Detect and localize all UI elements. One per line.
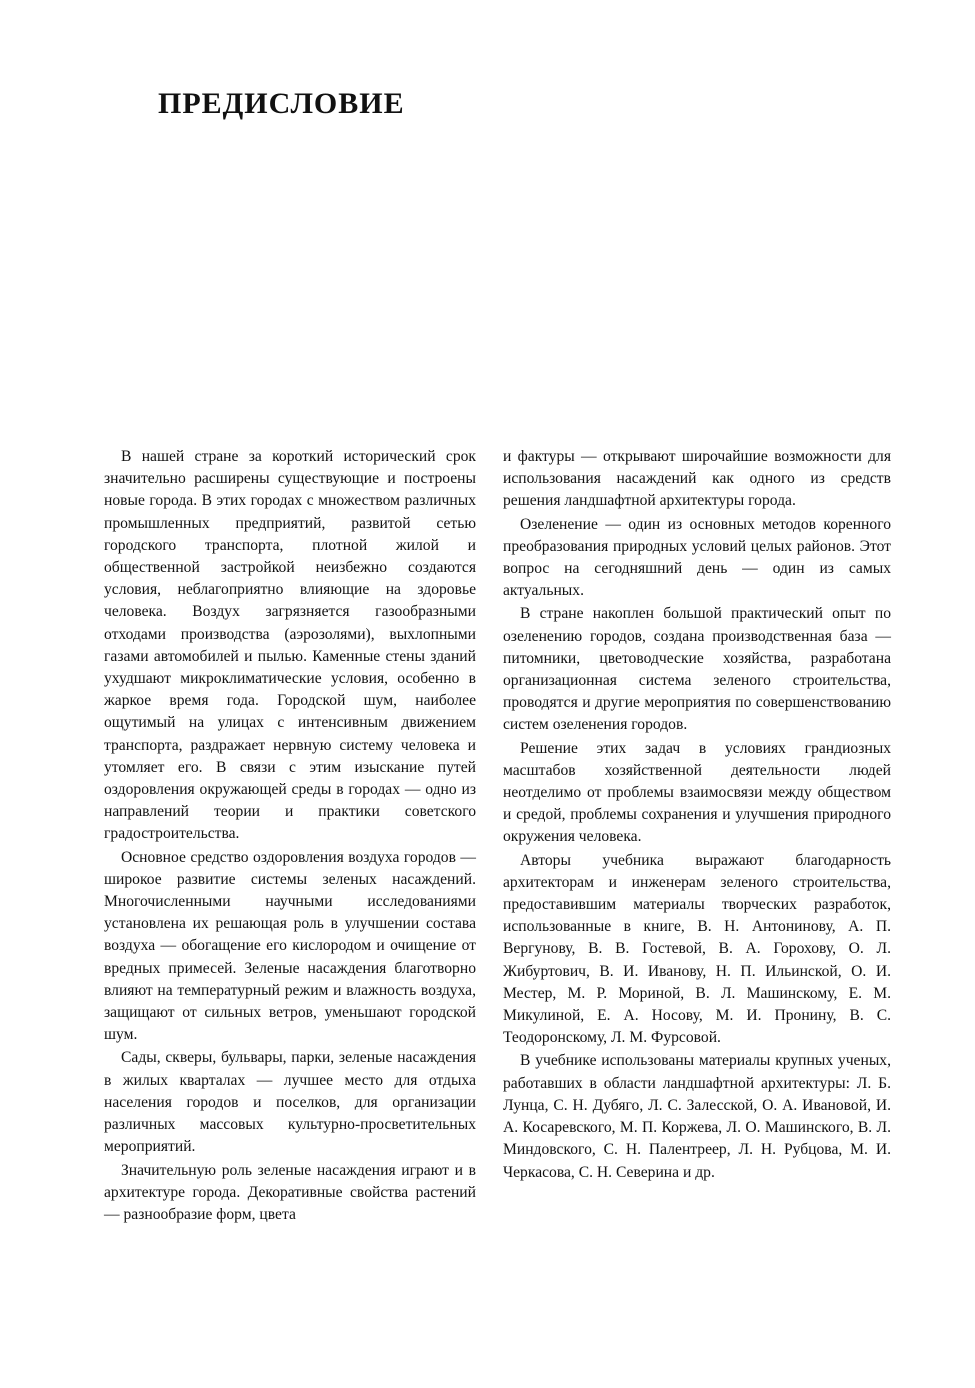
paragraph-air-improvement: Основное средство оздоровления воздуха городов — широкое развитие системы зеленых насаждений. Многочисленными научными исследованиями установлена их решающая роль в улучшении состава воздуха — обогащение его кислородом и очищение от вредных примесей. Зеленые насаждения благотворно влияют на температурный режим и влажность воздуха, защищают от сильных ветров, уменьшают городской шум.: [104, 848, 476, 1044]
paragraph-society-environment: Решение этих задач в условиях грандиозных масштабов хозяйственной деятельности людей неотделимо от проблемы взаимосвязи между обществом и средой, проблемы сохранения и улучшения природного окружения человека.: [503, 739, 891, 846]
paragraph-architecture-continued: и фактуры — открывают широчайшие возможности для использования насаждений как одного из средств решения ландшафтной архитектуры города.: [503, 448, 891, 510]
paragraph-parks-recreation: Сады, скверы, бульвары, парки, зеленые насаждения в жилых кварталах — лучшее место для отдыха населения городов и поселков, для организации различных массовых культурно-просветительных мероприятий.: [104, 1049, 476, 1156]
right-text-column: [503, 446, 891, 1184]
page-title: ПРЕДИСЛОВИЕ: [158, 87, 405, 120]
paragraph-urban-conditions: В нашей стране за короткий исторический срок значительно расширены существующие и построены новые города. В этих городах с множеством различных промышленных предприятий, развитой сетью городского транспорта, плотной жилой и общественной застройкой неизбежно создаются условия, неблагоприятно влияющие на здоровье человека. Воздух загрязняется газообразными отходами производства (аэрозолями), выхлопными газами автомобилей и пылью. Каменные стены зданий ухудшают микроклиматические условия, особенно в жаркое время года. Городской шум, наиболее ощутимый на улицах с интенсивным движением транспорта, раздражает нервную систему человека и утомляет его. В связи с этим изыскание путей оздоровления окружающей среды в городах — одно из направлений теории и практики советского градостроительства.: [104, 448, 476, 843]
paragraph-practical-experience: В стране накоплен большой практический опыт по озеленению городов, создана производственная база — питомники, цветоводческие хозяйства, разработана организационная система зеленого строительства, проводятся и другие мероприятия по совершенствованию систем озеленения городов.: [503, 605, 891, 734]
paragraph-acknowledgements: Авторы учебника выражают благодарность архитекторам и инженерам зеленого строительства, предоставившим материалы творческих разработок, использованные в книге, В. Н. Антонинову, А. П. Вергунову, В. В. Гостевой, В. А. Горохову, О. Л. Жибуртович, В. И. Иванову, Н. П. Ильинской, О. И. Местер, М. Р. Мориной, В. Л. Машинскому, Е. М. Микулиной, Е. А. Носову, М. И. Пронину, В. С. Теодоронскому, Л. М. Фурсовой.: [503, 851, 891, 1047]
left-text-column: [104, 446, 476, 1226]
paragraph-greening-methods: Озеленение — один из основных методов коренного преобразования природных условий целых районов. Этот вопрос на сегодняшний день — один из самых актуальных.: [503, 515, 891, 600]
paragraph-architecture-role: Значительную роль зеленые насаждения играют и в архитектуре города. Декоративные свойства растений — разнообразие форм, цвета: [104, 1161, 476, 1223]
paragraph-scholars: В учебнике использованы материалы крупных ученых, работавших в области ландшафтной архитектуры: Л. Б. Лунца, С. Н. Дубяго, Л. С. Залесской, О. А. Ивановой, И. А. Косаревского, М. П. Коржева, Л. О. Машинского, В. Л. Миндовского, С. Н. Палентреер, Л. Н. Рубцова, М. И. Черкасова, С. Н. Северина и др.: [503, 1052, 891, 1181]
